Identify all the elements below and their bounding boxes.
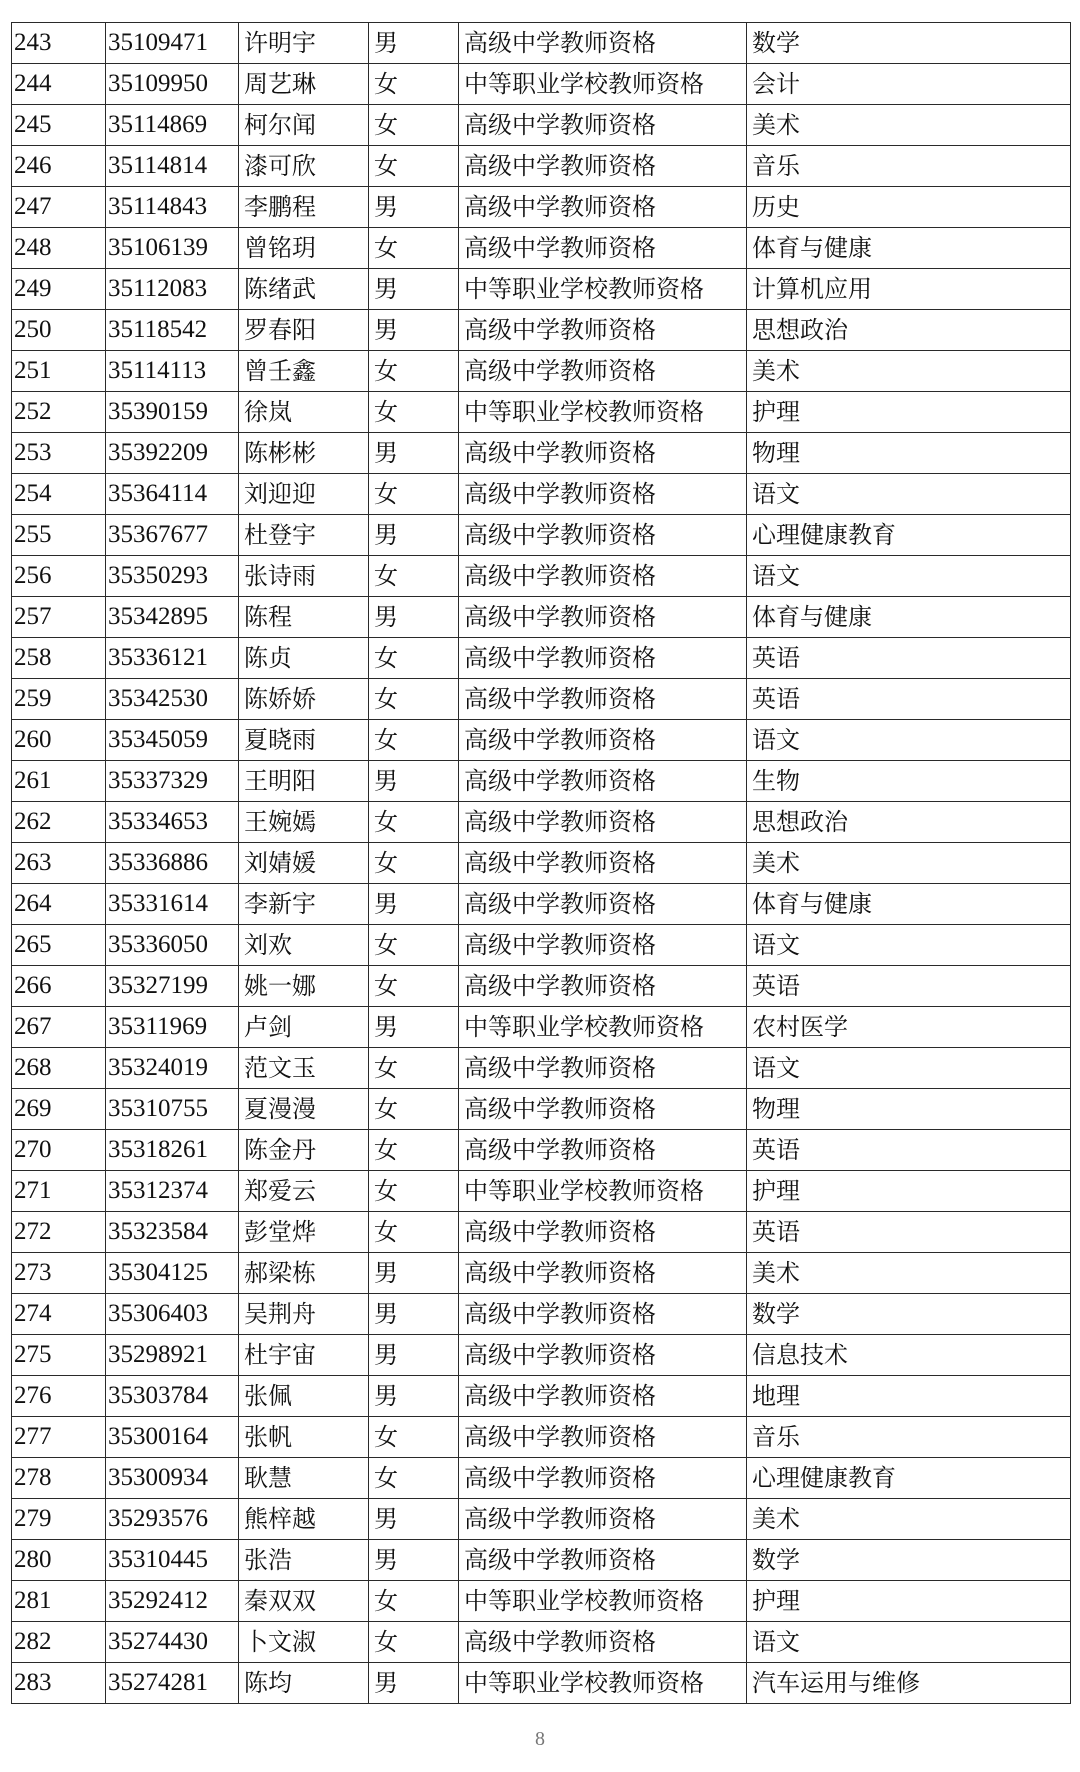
table-row (12, 310, 1071, 351)
name-cell: 耿慧 (239, 1458, 369, 1499)
subject-cell: 美术 (747, 351, 1071, 392)
name-cell: 杜宇宙 (239, 1335, 369, 1376)
row-number-cell: 272 (12, 1212, 106, 1253)
name-cell: 陈金丹 (239, 1130, 369, 1171)
gender-cell: 男 (369, 1663, 459, 1704)
row-number-cell: 271 (12, 1171, 106, 1212)
table-row (12, 269, 1071, 310)
subject-cell: 会计 (747, 64, 1071, 105)
name-cell: 李鹏程 (239, 187, 369, 228)
exam-id-cell: 35318261 (106, 1130, 239, 1171)
certificate-type-cell: 中等职业学校教师资格 (459, 269, 747, 310)
subject-cell: 思想政治 (747, 802, 1071, 843)
row-number-cell: 253 (12, 433, 106, 474)
gender-cell: 男 (369, 269, 459, 310)
exam-id-cell: 35342895 (106, 597, 239, 638)
table-row (12, 720, 1071, 761)
table-row (12, 1171, 1071, 1212)
exam-id-cell: 35336886 (106, 843, 239, 884)
name-cell: 李新宇 (239, 884, 369, 925)
name-cell: 郝梁栋 (239, 1253, 369, 1294)
certificate-type-cell: 高级中学教师资格 (459, 1089, 747, 1130)
row-number-cell: 247 (12, 187, 106, 228)
table-row (12, 1048, 1071, 1089)
exam-id-cell: 35327199 (106, 966, 239, 1007)
table-row (12, 1376, 1071, 1417)
exam-id-cell: 35323584 (106, 1212, 239, 1253)
certificate-type-cell: 高级中学教师资格 (459, 23, 747, 64)
certificate-type-cell: 高级中学教师资格 (459, 310, 747, 351)
row-number-cell: 257 (12, 597, 106, 638)
name-cell: 刘婧媛 (239, 843, 369, 884)
gender-cell: 男 (369, 187, 459, 228)
row-number-cell: 258 (12, 638, 106, 679)
row-number-cell: 277 (12, 1417, 106, 1458)
subject-cell: 汽车运用与维修 (747, 1663, 1071, 1704)
subject-cell: 数学 (747, 1294, 1071, 1335)
gender-cell: 女 (369, 925, 459, 966)
gender-cell: 男 (369, 1499, 459, 1540)
name-cell: 刘迎迎 (239, 474, 369, 515)
row-number-cell: 243 (12, 23, 106, 64)
row-number-cell: 283 (12, 1663, 106, 1704)
name-cell: 陈贞 (239, 638, 369, 679)
certificate-type-cell: 高级中学教师资格 (459, 1417, 747, 1458)
name-cell: 柯尔闻 (239, 105, 369, 146)
gender-cell: 女 (369, 1089, 459, 1130)
certificate-type-cell: 高级中学教师资格 (459, 1458, 747, 1499)
gender-cell: 女 (369, 1130, 459, 1171)
table-row (12, 679, 1071, 720)
table-row (12, 187, 1071, 228)
exam-id-cell: 35300934 (106, 1458, 239, 1499)
gender-cell: 男 (369, 1294, 459, 1335)
name-cell: 张帆 (239, 1417, 369, 1458)
subject-cell: 英语 (747, 679, 1071, 720)
subject-cell: 护理 (747, 392, 1071, 433)
table-row (12, 884, 1071, 925)
name-cell: 吴荆舟 (239, 1294, 369, 1335)
subject-cell: 心理健康教育 (747, 515, 1071, 556)
name-cell: 张浩 (239, 1540, 369, 1581)
subject-cell: 美术 (747, 843, 1071, 884)
exam-id-cell: 35118542 (106, 310, 239, 351)
table-row (12, 433, 1071, 474)
subject-cell: 音乐 (747, 1417, 1071, 1458)
table-row (12, 1212, 1071, 1253)
name-cell: 郑爱云 (239, 1171, 369, 1212)
subject-cell: 体育与健康 (747, 228, 1071, 269)
certificate-type-cell: 高级中学教师资格 (459, 1540, 747, 1581)
gender-cell: 男 (369, 1376, 459, 1417)
row-number-cell: 259 (12, 679, 106, 720)
gender-cell: 女 (369, 1048, 459, 1089)
gender-cell: 女 (369, 392, 459, 433)
roster-table (11, 22, 1071, 1704)
row-number-cell: 260 (12, 720, 106, 761)
subject-cell: 体育与健康 (747, 884, 1071, 925)
name-cell: 罗春阳 (239, 310, 369, 351)
gender-cell: 女 (369, 802, 459, 843)
exam-id-cell: 35306403 (106, 1294, 239, 1335)
gender-cell: 男 (369, 761, 459, 802)
row-number-cell: 248 (12, 228, 106, 269)
subject-cell: 计算机应用 (747, 269, 1071, 310)
certificate-type-cell: 高级中学教师资格 (459, 679, 747, 720)
name-cell: 漆可欣 (239, 146, 369, 187)
exam-id-cell: 35367677 (106, 515, 239, 556)
exam-id-cell: 35312374 (106, 1171, 239, 1212)
subject-cell: 体育与健康 (747, 597, 1071, 638)
name-cell: 张诗雨 (239, 556, 369, 597)
exam-id-cell: 35303784 (106, 1376, 239, 1417)
name-cell: 陈娇娇 (239, 679, 369, 720)
name-cell: 王明阳 (239, 761, 369, 802)
row-number-cell: 282 (12, 1622, 106, 1663)
exam-id-cell: 35342530 (106, 679, 239, 720)
table-row (12, 515, 1071, 556)
gender-cell: 男 (369, 1253, 459, 1294)
certificate-type-cell: 高级中学教师资格 (459, 843, 747, 884)
page-number: 8 (535, 1728, 545, 1750)
table-row (12, 1458, 1071, 1499)
exam-id-cell: 35364114 (106, 474, 239, 515)
table-row (12, 1581, 1071, 1622)
roster-table-container (11, 22, 1071, 1704)
table-row (12, 228, 1071, 269)
gender-cell: 女 (369, 966, 459, 1007)
certificate-type-cell: 高级中学教师资格 (459, 228, 747, 269)
row-number-cell: 261 (12, 761, 106, 802)
certificate-type-cell: 高级中学教师资格 (459, 187, 747, 228)
gender-cell: 男 (369, 23, 459, 64)
subject-cell: 数学 (747, 1540, 1071, 1581)
subject-cell: 护理 (747, 1171, 1071, 1212)
exam-id-cell: 35293576 (106, 1499, 239, 1540)
gender-cell: 女 (369, 105, 459, 146)
name-cell: 彭堂烨 (239, 1212, 369, 1253)
exam-id-cell: 35298921 (106, 1335, 239, 1376)
name-cell: 曾铭玥 (239, 228, 369, 269)
exam-id-cell: 35292412 (106, 1581, 239, 1622)
table-row (12, 556, 1071, 597)
subject-cell: 语文 (747, 474, 1071, 515)
exam-id-cell: 35114869 (106, 105, 239, 146)
gender-cell: 男 (369, 1335, 459, 1376)
row-number-cell: 256 (12, 556, 106, 597)
certificate-type-cell: 高级中学教师资格 (459, 597, 747, 638)
table-row (12, 802, 1071, 843)
certificate-type-cell: 高级中学教师资格 (459, 1048, 747, 1089)
subject-cell: 语文 (747, 1048, 1071, 1089)
table-row (12, 1007, 1071, 1048)
table-row (12, 1622, 1071, 1663)
table-row (12, 1499, 1071, 1540)
subject-cell: 物理 (747, 433, 1071, 474)
exam-id-cell: 35274281 (106, 1663, 239, 1704)
gender-cell: 男 (369, 310, 459, 351)
row-number-cell: 267 (12, 1007, 106, 1048)
table-row (12, 843, 1071, 884)
subject-cell: 思想政治 (747, 310, 1071, 351)
gender-cell: 女 (369, 1417, 459, 1458)
gender-cell: 女 (369, 351, 459, 392)
row-number-cell: 252 (12, 392, 106, 433)
gender-cell: 女 (369, 1581, 459, 1622)
subject-cell: 英语 (747, 1212, 1071, 1253)
table-row (12, 1089, 1071, 1130)
certificate-type-cell: 高级中学教师资格 (459, 1335, 747, 1376)
name-cell: 曾壬鑫 (239, 351, 369, 392)
row-number-cell: 255 (12, 515, 106, 556)
row-number-cell: 265 (12, 925, 106, 966)
gender-cell: 女 (369, 1458, 459, 1499)
name-cell: 熊梓越 (239, 1499, 369, 1540)
name-cell: 徐岚 (239, 392, 369, 433)
exam-id-cell: 35109471 (106, 23, 239, 64)
gender-cell: 男 (369, 1540, 459, 1581)
gender-cell: 男 (369, 515, 459, 556)
exam-id-cell: 35112083 (106, 269, 239, 310)
subject-cell: 美术 (747, 1253, 1071, 1294)
certificate-type-cell: 高级中学教师资格 (459, 802, 747, 843)
subject-cell: 语文 (747, 925, 1071, 966)
row-number-cell: 245 (12, 105, 106, 146)
gender-cell: 女 (369, 146, 459, 187)
table-row (12, 925, 1071, 966)
row-number-cell: 251 (12, 351, 106, 392)
gender-cell: 女 (369, 843, 459, 884)
exam-id-cell: 35334653 (106, 802, 239, 843)
subject-cell: 物理 (747, 1089, 1071, 1130)
name-cell: 王婉嫣 (239, 802, 369, 843)
row-number-cell: 264 (12, 884, 106, 925)
table-row (12, 966, 1071, 1007)
exam-id-cell: 35336050 (106, 925, 239, 966)
exam-id-cell: 35337329 (106, 761, 239, 802)
row-number-cell: 275 (12, 1335, 106, 1376)
gender-cell: 男 (369, 884, 459, 925)
gender-cell: 男 (369, 1007, 459, 1048)
gender-cell: 女 (369, 720, 459, 761)
certificate-type-cell: 高级中学教师资格 (459, 966, 747, 1007)
certificate-type-cell: 高级中学教师资格 (459, 884, 747, 925)
gender-cell: 女 (369, 228, 459, 269)
gender-cell: 女 (369, 474, 459, 515)
subject-cell: 地理 (747, 1376, 1071, 1417)
subject-cell: 语文 (747, 720, 1071, 761)
subject-cell: 农村医学 (747, 1007, 1071, 1048)
certificate-type-cell: 高级中学教师资格 (459, 638, 747, 679)
certificate-type-cell: 高级中学教师资格 (459, 761, 747, 802)
exam-id-cell: 35345059 (106, 720, 239, 761)
exam-id-cell: 35336121 (106, 638, 239, 679)
certificate-type-cell: 高级中学教师资格 (459, 105, 747, 146)
subject-cell: 数学 (747, 23, 1071, 64)
row-number-cell: 269 (12, 1089, 106, 1130)
name-cell: 陈绪武 (239, 269, 369, 310)
row-number-cell: 254 (12, 474, 106, 515)
exam-id-cell: 35300164 (106, 1417, 239, 1458)
name-cell: 刘欢 (239, 925, 369, 966)
table-row (12, 597, 1071, 638)
table-row (12, 1663, 1071, 1704)
certificate-type-cell: 高级中学教师资格 (459, 925, 747, 966)
table-row (12, 1335, 1071, 1376)
name-cell: 许明宇 (239, 23, 369, 64)
certificate-type-cell: 中等职业学校教师资格 (459, 1663, 747, 1704)
table-row (12, 474, 1071, 515)
table-row (12, 1130, 1071, 1171)
table-row (12, 64, 1071, 105)
row-number-cell: 268 (12, 1048, 106, 1089)
exam-id-cell: 35311969 (106, 1007, 239, 1048)
gender-cell: 女 (369, 679, 459, 720)
row-number-cell: 250 (12, 310, 106, 351)
subject-cell: 音乐 (747, 146, 1071, 187)
table-row (12, 1540, 1071, 1581)
row-number-cell: 280 (12, 1540, 106, 1581)
subject-cell: 护理 (747, 1581, 1071, 1622)
subject-cell: 心理健康教育 (747, 1458, 1071, 1499)
row-number-cell: 278 (12, 1458, 106, 1499)
table-row (12, 146, 1071, 187)
certificate-type-cell: 高级中学教师资格 (459, 474, 747, 515)
table-row (12, 638, 1071, 679)
gender-cell: 男 (369, 597, 459, 638)
table-row (12, 351, 1071, 392)
exam-id-cell: 35324019 (106, 1048, 239, 1089)
certificate-type-cell: 高级中学教师资格 (459, 1130, 747, 1171)
gender-cell: 女 (369, 1622, 459, 1663)
subject-cell: 英语 (747, 1130, 1071, 1171)
table-row (12, 105, 1071, 146)
exam-id-cell: 35106139 (106, 228, 239, 269)
name-cell: 夏晓雨 (239, 720, 369, 761)
row-number-cell: 281 (12, 1581, 106, 1622)
certificate-type-cell: 高级中学教师资格 (459, 556, 747, 597)
row-number-cell: 279 (12, 1499, 106, 1540)
name-cell: 卜文淑 (239, 1622, 369, 1663)
name-cell: 陈均 (239, 1663, 369, 1704)
name-cell: 周艺琳 (239, 64, 369, 105)
certificate-type-cell: 高级中学教师资格 (459, 146, 747, 187)
row-number-cell: 262 (12, 802, 106, 843)
name-cell: 夏漫漫 (239, 1089, 369, 1130)
subject-cell: 美术 (747, 105, 1071, 146)
certificate-type-cell: 高级中学教师资格 (459, 1499, 747, 1540)
certificate-type-cell: 高级中学教师资格 (459, 515, 747, 556)
gender-cell: 女 (369, 1171, 459, 1212)
row-number-cell: 249 (12, 269, 106, 310)
row-number-cell: 246 (12, 146, 106, 187)
certificate-type-cell: 高级中学教师资格 (459, 433, 747, 474)
name-cell: 卢剑 (239, 1007, 369, 1048)
row-number-cell: 274 (12, 1294, 106, 1335)
exam-id-cell: 35274430 (106, 1622, 239, 1663)
name-cell: 杜登宇 (239, 515, 369, 556)
gender-cell: 女 (369, 638, 459, 679)
table-row (12, 23, 1071, 64)
certificate-type-cell: 中等职业学校教师资格 (459, 1581, 747, 1622)
row-number-cell: 270 (12, 1130, 106, 1171)
row-number-cell: 273 (12, 1253, 106, 1294)
certificate-type-cell: 中等职业学校教师资格 (459, 392, 747, 433)
subject-cell: 语文 (747, 1622, 1071, 1663)
exam-id-cell: 35304125 (106, 1253, 239, 1294)
exam-id-cell: 35331614 (106, 884, 239, 925)
name-cell: 陈彬彬 (239, 433, 369, 474)
table-row (12, 1253, 1071, 1294)
exam-id-cell: 35310755 (106, 1089, 239, 1130)
certificate-type-cell: 中等职业学校教师资格 (459, 1007, 747, 1048)
exam-id-cell: 35390159 (106, 392, 239, 433)
gender-cell: 女 (369, 64, 459, 105)
certificate-type-cell: 高级中学教师资格 (459, 720, 747, 761)
exam-id-cell: 35114113 (106, 351, 239, 392)
exam-id-cell: 35350293 (106, 556, 239, 597)
certificate-type-cell: 高级中学教师资格 (459, 1294, 747, 1335)
certificate-type-cell: 高级中学教师资格 (459, 1622, 747, 1663)
row-number-cell: 244 (12, 64, 106, 105)
certificate-type-cell: 高级中学教师资格 (459, 1376, 747, 1417)
table-row (12, 761, 1071, 802)
name-cell: 范文玉 (239, 1048, 369, 1089)
certificate-type-cell: 中等职业学校教师资格 (459, 64, 747, 105)
exam-id-cell: 35114814 (106, 146, 239, 187)
subject-cell: 语文 (747, 556, 1071, 597)
certificate-type-cell: 中等职业学校教师资格 (459, 1171, 747, 1212)
subject-cell: 信息技术 (747, 1335, 1071, 1376)
name-cell: 姚一娜 (239, 966, 369, 1007)
certificate-type-cell: 高级中学教师资格 (459, 351, 747, 392)
subject-cell: 历史 (747, 187, 1071, 228)
roster-table-body (12, 23, 1071, 1704)
name-cell: 陈程 (239, 597, 369, 638)
subject-cell: 英语 (747, 638, 1071, 679)
subject-cell: 生物 (747, 761, 1071, 802)
subject-cell: 英语 (747, 966, 1071, 1007)
gender-cell: 男 (369, 433, 459, 474)
subject-cell: 美术 (747, 1499, 1071, 1540)
exam-id-cell: 35392209 (106, 433, 239, 474)
certificate-type-cell: 高级中学教师资格 (459, 1253, 747, 1294)
row-number-cell: 263 (12, 843, 106, 884)
table-row (12, 1417, 1071, 1458)
table-row (12, 392, 1071, 433)
exam-id-cell: 35310445 (106, 1540, 239, 1581)
row-number-cell: 276 (12, 1376, 106, 1417)
certificate-type-cell: 高级中学教师资格 (459, 1212, 747, 1253)
name-cell: 秦双双 (239, 1581, 369, 1622)
row-number-cell: 266 (12, 966, 106, 1007)
gender-cell: 女 (369, 556, 459, 597)
exam-id-cell: 35114843 (106, 187, 239, 228)
name-cell: 张佩 (239, 1376, 369, 1417)
table-row (12, 1294, 1071, 1335)
gender-cell: 女 (369, 1212, 459, 1253)
exam-id-cell: 35109950 (106, 64, 239, 105)
